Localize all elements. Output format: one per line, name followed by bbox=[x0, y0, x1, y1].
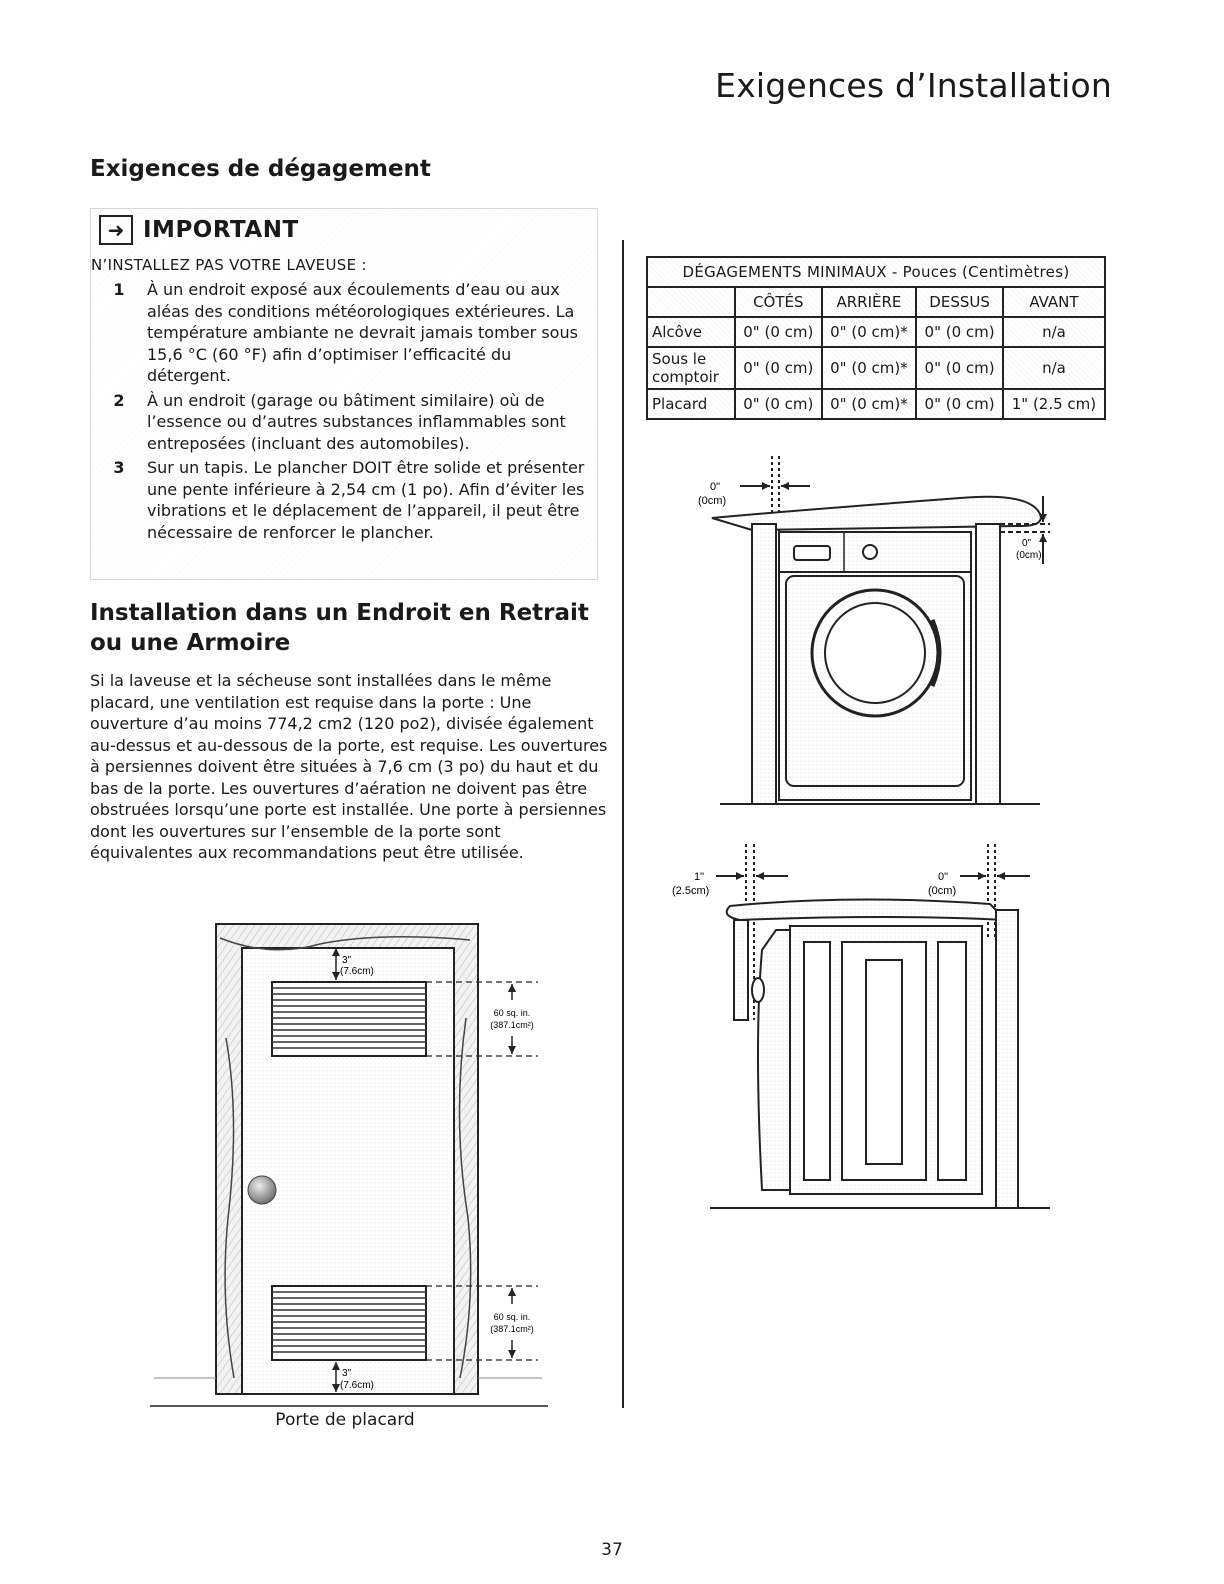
table-row bbox=[647, 347, 1105, 389]
table-cell: n/a bbox=[1003, 317, 1105, 347]
section-title-clearance: Exigences de dégagement bbox=[90, 156, 431, 182]
page-number: 37 bbox=[601, 1540, 623, 1560]
section-title-recess: Installation dans un Endroit en Retrait ou une Armoire bbox=[90, 600, 589, 656]
top-gap-cm: (0cm) bbox=[1016, 550, 1042, 561]
arrowhead bbox=[508, 1046, 516, 1054]
side-panel-rib bbox=[804, 942, 830, 1180]
side-panel-inset bbox=[866, 960, 902, 1164]
vent-area-bottom-cm: (387.1cm²) bbox=[490, 1324, 534, 1334]
row-label: Sous le comptoir bbox=[647, 347, 735, 389]
left-wall bbox=[752, 524, 776, 804]
front-gap-cm: (2.5cm) bbox=[672, 885, 710, 897]
list-item: 3 Sur un tapis. Le plancher DOIT être solide et présenter une pente inférieure à 2,54 cm (1 po). Afin d’éviter les vibrations et le déplacement de l’appareil, il peut être nécessaire de renforcer le plancher. bbox=[113, 458, 585, 542]
page-title: Exigences d’Installation bbox=[715, 66, 1112, 105]
cabinet-front bbox=[734, 920, 748, 1020]
important-lead: N’INSTALLEZ PAS VOTRE LAVEUSE : bbox=[91, 256, 367, 274]
row-label: Placard bbox=[647, 389, 735, 419]
table-cell: 0" (0 cm) bbox=[916, 347, 1003, 389]
important-label: IMPORTANT bbox=[143, 217, 299, 243]
table-cell: 0" (0 cm) bbox=[735, 389, 822, 419]
front-gap-in: 1" bbox=[694, 871, 705, 883]
important-header bbox=[99, 215, 299, 245]
bottom-louver bbox=[272, 1286, 426, 1360]
control-knob bbox=[863, 545, 877, 559]
bottom-gap-cm: (7.6cm) bbox=[340, 1380, 374, 1391]
table-cell: 0" (0 cm)* bbox=[822, 347, 917, 389]
table-header-cell: DESSUS bbox=[916, 287, 1003, 317]
arrowhead bbox=[756, 872, 764, 880]
arrowhead bbox=[978, 872, 986, 880]
door-caption: Porte de placard bbox=[275, 1410, 415, 1430]
side-gap-in: 0" bbox=[710, 481, 721, 493]
recess-body: Si la laveuse et la sécheuse sont installées dans le même placard, une ventilation est requise dans la porte : Une ouverture d’au moins 774,2 cm2 (120 po2), divisée également au-dessus et au-dessous de la porte, est requise. Les ouvertures à persiennes doivent être situées à 7,6 cm (3 po) du haut et du bas de la porte. Les ouvertures d’aération ne doivent pas être obstruées lorsqu’une porte est installée. Une porte à persiennes dont les ouvertures sur l’ensemble de la porte sont équivalentes aux recommandations peut être utilisée. bbox=[90, 671, 608, 862]
washer-door-side bbox=[758, 930, 790, 1190]
table-cell: 0" (0 cm) bbox=[735, 347, 822, 389]
arrowhead bbox=[508, 1288, 516, 1296]
arrowhead bbox=[736, 872, 744, 880]
table-header-cell: AVANT bbox=[1003, 287, 1105, 317]
table-header-cell: CÔTÉS bbox=[735, 287, 822, 317]
table-cell: 0" (0 cm) bbox=[916, 389, 1003, 419]
top-louver bbox=[272, 982, 426, 1056]
rear-gap-cm: (0cm) bbox=[928, 885, 957, 897]
countertop bbox=[727, 899, 1006, 920]
important-box bbox=[90, 208, 598, 580]
column-divider bbox=[622, 240, 624, 1408]
arrowhead bbox=[508, 1350, 516, 1358]
top-gap-in: 3" bbox=[342, 955, 352, 966]
arrowhead bbox=[997, 872, 1005, 880]
arrowhead bbox=[781, 482, 789, 490]
top-gap-cm: (7.6cm) bbox=[340, 966, 374, 977]
important-list bbox=[91, 279, 591, 546]
vent-area-bottom: 60 sq. in. bbox=[493, 1312, 531, 1322]
table-caption: DÉGAGEMENTS MINIMAUX - Pouces (Centimètres) bbox=[647, 257, 1105, 287]
table-header-row bbox=[647, 287, 1105, 317]
arrowhead bbox=[762, 482, 770, 490]
rear-gap-in: 0" bbox=[938, 871, 949, 883]
side-panel-rib bbox=[938, 942, 966, 1180]
right-wall bbox=[976, 524, 1000, 804]
list-item: 2 À un endroit (garage ou bâtiment similaire) où de l’essence ou d’autres substances inflammables sont entreposées (incluant des automobiles). bbox=[113, 390, 566, 453]
top-gap-in: 0" bbox=[1022, 538, 1032, 549]
table-row bbox=[647, 389, 1105, 419]
table-header-cell bbox=[647, 287, 735, 317]
row-label: Alcôve bbox=[647, 317, 735, 347]
table-row bbox=[647, 317, 1105, 347]
side-gap-cm: (0cm) bbox=[698, 495, 727, 507]
table-cell: 0" (0 cm)* bbox=[822, 317, 917, 347]
side-view-diagram bbox=[650, 840, 1060, 1220]
vent-area-top-cm: (387.1cm²) bbox=[490, 1020, 534, 1030]
clearance-table bbox=[646, 256, 1106, 420]
table-cell: 1" (2.5 cm) bbox=[1003, 389, 1105, 419]
table-cell: 0" (0 cm) bbox=[916, 317, 1003, 347]
table-cell: 0" (0 cm)* bbox=[822, 389, 917, 419]
rear-wall bbox=[996, 910, 1018, 1208]
table-cell: 0" (0 cm) bbox=[735, 317, 822, 347]
bottom-gap-in: 3" bbox=[342, 1368, 352, 1379]
arrow-right-icon: ➜ bbox=[99, 215, 133, 245]
detergent-drawer bbox=[794, 546, 830, 560]
door-knob bbox=[248, 1176, 276, 1204]
closet-door-diagram bbox=[150, 918, 550, 1410]
table-header-cell: ARRIÈRE bbox=[822, 287, 917, 317]
arrowhead bbox=[1039, 534, 1047, 542]
door-handle bbox=[752, 978, 764, 1002]
door-glass bbox=[825, 603, 925, 703]
arrowhead bbox=[508, 984, 516, 992]
vent-area-top: 60 sq. in. bbox=[493, 1008, 531, 1018]
list-item: 1 À un endroit exposé aux écoulements d’eau ou aux aléas des conditions météorologiques extérieures. La température ambiante ne devrait jamais tomber sous 15,6 °C (60 °F) afin d’optimiser l’efficacité du détergent. bbox=[113, 280, 578, 385]
table-cell: n/a bbox=[1003, 347, 1105, 389]
front-view-diagram bbox=[660, 448, 1060, 818]
